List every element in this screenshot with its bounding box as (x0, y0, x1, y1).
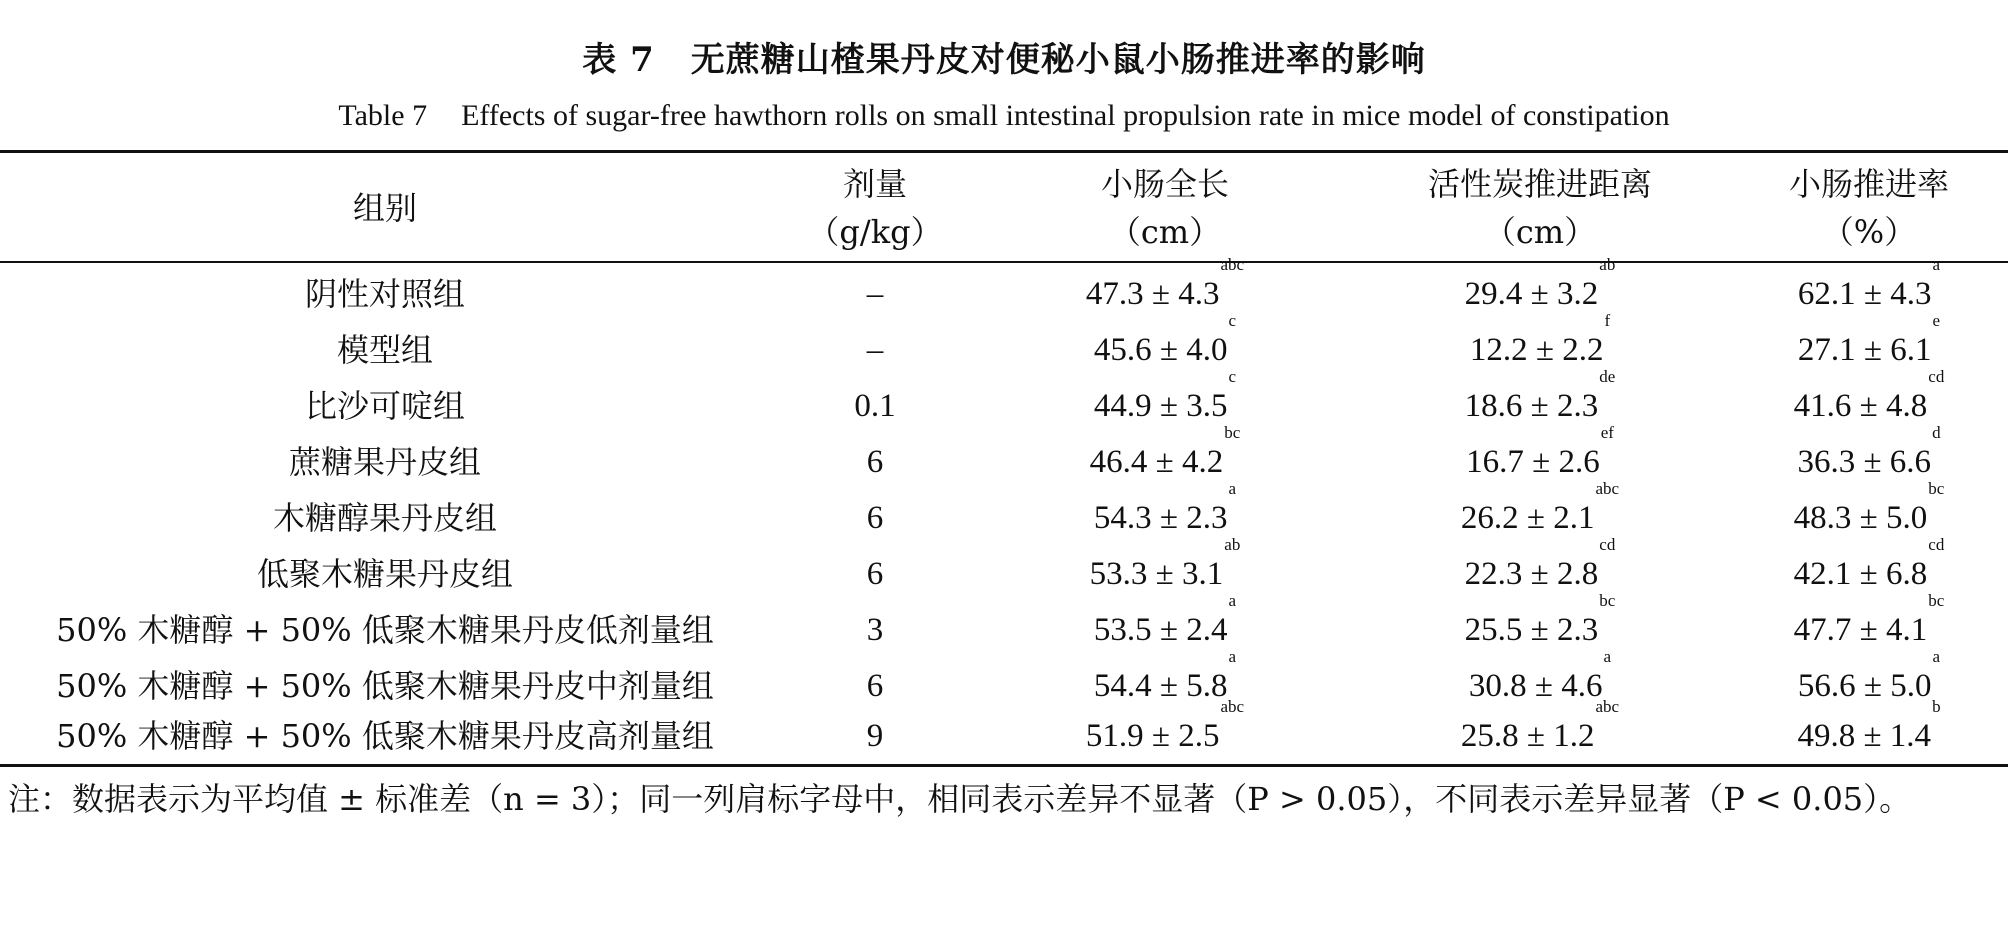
cell-dose: 6 (866, 668, 884, 704)
header-group: 组别 (352, 189, 417, 227)
cell-distance: 25.5 ± 2.3$^{bc}$ (1464, 591, 1616, 648)
header-length (980, 160, 1350, 256)
cell-length: 46.4 ± 4.2$^{bc}$ (1089, 423, 1241, 480)
table-row (0, 311, 2008, 378)
header-rule (0, 261, 2008, 263)
cell-distance: 16.7 ± 2.6$^{ef}$ (1466, 423, 1614, 480)
cell-distance: 22.3 ± 2.8$^{cd}$ (1464, 535, 1616, 592)
cell-length: 44.9 ± 3.5$^c$ (1093, 367, 1237, 424)
cell-length: 51.9 ± 2.5$^{abc}$ (1085, 697, 1245, 754)
table-title-en (0, 96, 2008, 136)
table-row (0, 255, 2008, 322)
cell-rate: 49.8 ± 1.4$^b$ (1797, 697, 1941, 754)
table-footnote: 注：数据表示为平均值 ± 标准差（n = 3）；同一列肩标字母中，相同表示差异不显著（P > 0.05），不同表示差异显著（P < 0.05）。 (8, 780, 1912, 818)
cell-rate: 47.7 ± 4.1$^{bc}$ (1793, 591, 1945, 648)
cell-group: 50% 木糖醇 + 50% 低聚木糖果丹皮低剂量组 (56, 611, 714, 649)
cell-rate: 62.1 ± 4.3$^a$ (1797, 255, 1941, 312)
header-dose (770, 160, 980, 256)
table-row (0, 367, 2008, 434)
cell-rate: 56.6 ± 5.0$^a$ (1797, 647, 1941, 704)
cell-length: 54.4 ± 5.8$^a$ (1093, 647, 1237, 704)
cell-distance: 29.4 ± 3.2$^{ab}$ (1464, 255, 1616, 312)
cell-rate: 48.3 ± 5.0$^{bc}$ (1793, 479, 1945, 536)
cell-length: 47.3 ± 4.3$^{abc}$ (1085, 255, 1245, 312)
cell-rate: 36.3 ± 6.6$^d$ (1797, 423, 1941, 480)
cell-length: 53.3 ± 3.1$^{ab}$ (1089, 535, 1241, 592)
cell-distance: 18.6 ± 2.3de (1464, 367, 1616, 424)
cell-distance: 26.2 ± 2.1$^{abc}$ (1460, 479, 1620, 536)
header-length-label: 小肠全长 (1100, 165, 1229, 203)
table-row (0, 697, 2008, 764)
table-number-cn: 表 7 (582, 40, 655, 80)
cell-dose: 3 (866, 612, 884, 648)
cell-length: 45.6 ± 4.0$^c$ (1093, 311, 1237, 368)
cell-rate: 42.1 ± 6.8$^{cd}$ (1793, 535, 1945, 592)
table-caption-en: Effects of sugar-free hawthorn rolls on small intestinal propulsion rate in mice model of constipation (461, 99, 1670, 132)
cell-distance: 25.8 ± 1.2$^{abc}$ (1460, 697, 1620, 754)
cell-group: 模型组 (336, 331, 433, 369)
cell-rate: 27.1 ± 6.1$^e$ (1797, 311, 1941, 368)
cell-dose: 0.1 (854, 388, 896, 424)
cell-dose: 9 (866, 718, 884, 754)
cell-group: 比沙可啶组 (304, 387, 465, 425)
cell-group: 蔗糖果丹皮组 (288, 443, 481, 481)
cell-dose: 6 (866, 444, 884, 480)
cell-length: 54.3 ± 2.3$^a$ (1093, 479, 1237, 536)
cell-dose: – (866, 332, 884, 368)
table-row (0, 535, 2008, 602)
cell-distance: 30.8 ± 4.6$^a$ (1468, 647, 1612, 704)
cell-distance: 12.2 ± 2.2$^f$ (1469, 311, 1611, 368)
cell-group: 低聚木糖果丹皮组 (256, 555, 513, 593)
header-dose-unit: （g/kg） (807, 213, 943, 251)
cell-group: 50% 木糖醇 + 50% 低聚木糖果丹皮高剂量组 (56, 717, 714, 755)
header-rate-unit: （%） (1821, 213, 1917, 251)
header-distance-label: 活性炭推进距离 (1427, 165, 1652, 203)
header-rate-label: 小肠推进率 (1788, 165, 1949, 203)
table-row (0, 479, 2008, 546)
cell-length: 53.5 ± 2.4$^a$ (1093, 591, 1237, 648)
cell-dose: 6 (866, 556, 884, 592)
cell-group: 50% 木糖醇 + 50% 低聚木糖果丹皮中剂量组 (56, 667, 714, 705)
cell-rate: 41.6 ± 4.8$^{cd}$ (1793, 367, 1945, 424)
header-length-unit: （cm） (1108, 213, 1222, 251)
header-distance (1350, 160, 1730, 256)
header-rate (1730, 160, 2008, 256)
bottom-rule (0, 764, 2008, 767)
table-row (0, 423, 2008, 490)
cell-dose: – (866, 276, 884, 312)
top-rule (0, 150, 2008, 153)
table-caption-cn: 无蔗糖山楂果丹皮对便秘小鼠小肠推进率的影响 (690, 40, 1426, 80)
table-title-cn (0, 38, 2008, 82)
header-distance-unit: （cm） (1483, 213, 1597, 251)
table-row (0, 591, 2008, 658)
table-row (0, 647, 2008, 714)
cell-group: 木糖醇果丹皮组 (272, 499, 497, 537)
cell-group: 阴性对照组 (304, 275, 465, 313)
cell-dose: 6 (866, 500, 884, 536)
header-dose-label: 剂量 (842, 165, 907, 203)
table-number-en: Table 7 (338, 99, 428, 132)
